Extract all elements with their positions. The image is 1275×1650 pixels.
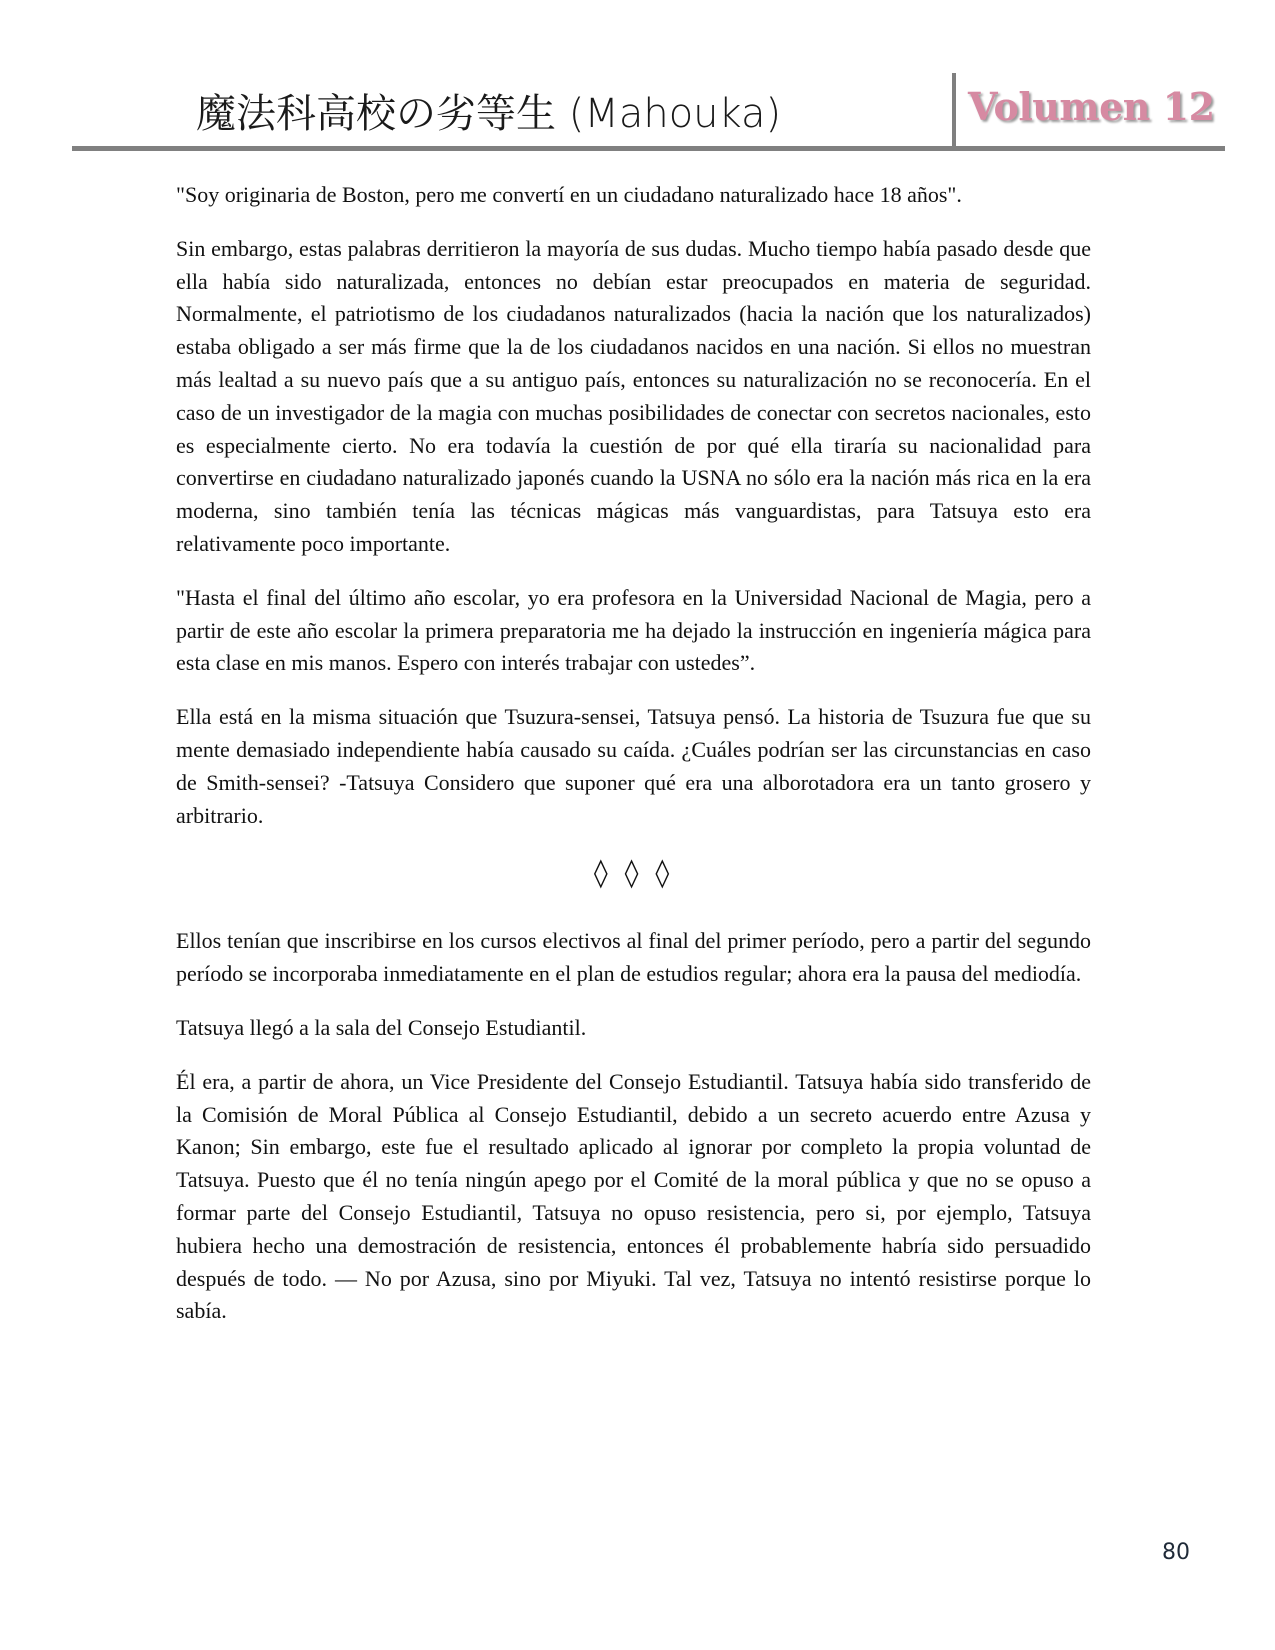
paragraph: Ellos tenían que inscribirse en los cursos electivos al final del primer período, pero a partir del segundo período se incorporaba inmediatamente en el plan de estudios regular; ahora era la pausa del mediodía. (176, 928, 1091, 987)
paragraph: Ella está en la misma situación que Tsuzura-sensei, Tatsuya pensó. La historia de Tsuzura fue que su mente demasiado independiente había causado su caída. ¿Cuáles podrían ser las circunstancias en caso de Smith-sensei? -Tatsuya Considero que suponer qué era una alborotadora era un tanto grosero y arbitrario. (176, 704, 1091, 828)
paragraph: "Hasta el final del último año escolar, yo era profesora en la Universidad Nacional de Magia, pero a partir de este año escolar la primera preparatoria me ha dejado la instrucción en ingeniería mágica para esta clase en mis manos. Espero con interés trabajar con ustedes”. (176, 584, 1091, 676)
scene-break-diamonds-icon: ◊ ◊ ◊ (593, 856, 674, 890)
page-header (72, 70, 1225, 152)
header-rule (72, 146, 1225, 151)
book-title: 魔法科高校の劣等生 (Mahouka) (196, 91, 782, 137)
header-vertical-divider (952, 73, 956, 149)
paragraph: Sin embargo, estas palabras derritieron la mayoría de sus dudas. Mucho tiempo había pasado desde que ella había sido naturalizada, entonces no debían estar preocupados en materia de seguridad. Normalmente, el patriotismo de los ciudadanos naturalizados (hacia la nación que los naturalizados) estaba obligado a ser más firme que la de los ciudadanos nacidos en una nación. Si ellos no muestran más lealtad a su nuevo país que a su antiguo país, entonces su naturalización no se reconocería. En el caso de un investigador de la magia con muchas posibilidades de conectar con secretos nacionales, esto es especialmente cierto. No era todavía la cuestión de por qué ella tiraría su nacionalidad para convertirse en ciudadano naturalizado japonés cuando la USNA no sólo era la nación más rica en la era moderna, sino también tenía las técnicas mágicas más vanguardistas, para Tatsuya esto era relativamente poco importante. (176, 235, 1091, 556)
volume-label: Volumen 12 (968, 84, 1215, 129)
page-body (176, 179, 1091, 1349)
paragraph: Tatsuya llegó a la sala del Consejo Estudiantil. (176, 1014, 587, 1040)
page-number: 80 (1162, 1540, 1190, 1565)
paragraph: "Soy originaria de Boston, pero me convertí en un ciudadano naturalizado hace 18 años". (176, 182, 962, 207)
paragraph: Él era, a partir de ahora, un Vice Presidente del Consejo Estudiantil. Tatsuya había sido transferido de la Comisión de Moral Pública al Consejo Estudiantil, debido a un secreto acuerdo entre Azusa y Kanon; Sin embargo, este fue el resultado aplicado al ignorar por completo la propia voluntad de Tatsuya. Puesto que él no tenía ningún apego por el Comité de la moral pública y que no se opuso a formar parte del Consejo Estudiantil, Tatsuya no opuso resistencia, pero si, por ejemplo, Tatsuya hubiera hecho una demostración de resistencia, entonces él probablemente habría sido persuadido después de todo. — No por Azusa, sino por Miyuki. Tal vez, Tatsuya no intentó resistirse porque lo sabía. (176, 1068, 1091, 1324)
